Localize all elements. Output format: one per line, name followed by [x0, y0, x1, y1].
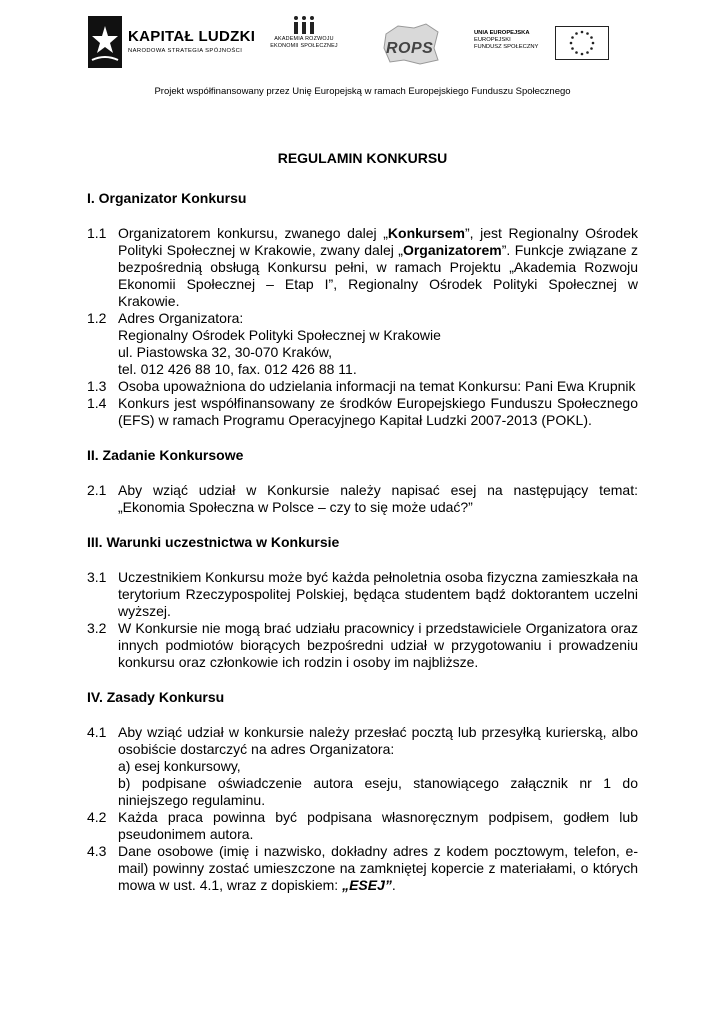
- kapital-ludzki-subtitle: NARODOWA STRATEGIA SPÓJNOŚCI: [128, 48, 243, 54]
- page-title: REGULAMIN KONKURSU: [277, 150, 448, 166]
- eu-flag-icon: [555, 26, 609, 60]
- item-number: 1.1: [87, 225, 107, 241]
- kapital-ludzki-logo: [88, 14, 256, 70]
- item-text: Aby wziąć udział w Konkursie należy napisać esej na następujący temat: „Ekonomia Społeczna w Polsce – czy to się może udać?”: [118, 482, 638, 515]
- akademia-line2: EKONOMII SPOŁECZNEJ: [270, 43, 338, 49]
- list-item: [87, 310, 638, 378]
- item-text: Osoba upoważniona do udzielania informacji na temat Konkursu: Pani Ewa Krupnik: [118, 378, 636, 394]
- item-number: 3.2: [87, 620, 107, 636]
- eu-text: [474, 30, 554, 60]
- item-number: 4.1: [87, 724, 107, 740]
- section-heading-2: II. Zadanie Konkursowe: [87, 447, 244, 463]
- akademia-logo: [262, 14, 346, 70]
- columns-icon: [291, 14, 317, 36]
- item-text: Adres Organizatora: Regionalny Ośrodek Polityki Społecznej w Krakowie ul. Piastowska 32, 30-070 Kraków, tel. 012 426 88 10, fax. 012 426 88 11.: [118, 310, 441, 377]
- eu-line1: UNIA EUROPEJSKA: [474, 30, 530, 36]
- list-item: [87, 569, 638, 620]
- list-item: [87, 378, 638, 395]
- rops-text: ROPS: [386, 40, 434, 57]
- item-text: Konkurs jest współfinansowany ze środków Europejskiego Funduszu Społecznego (EFS) w ramach Programu Operacyjnego Kapitał Ludzki 2007-2013 (POKL).: [118, 395, 638, 428]
- item-number: 1.4: [87, 395, 107, 411]
- section-heading-4: IV. Zasady Konkursu: [87, 689, 225, 705]
- header-logos: [80, 10, 620, 72]
- item-text: Dane osobowe (imię i nazwisko, dokładny adres z kodem pocztowym, telefon, e-mail) powinny zostać umieszczone na zamkniętej kopercie z materiałami, o których mowa w ust. 4.1, wraz z dopiskiem: „ESEJ”.: [118, 843, 638, 893]
- list-item: [87, 809, 638, 843]
- rops-logo: [380, 22, 442, 66]
- item-number: 2.1: [87, 482, 107, 498]
- section-heading-1: I. Organizator Konkursu: [87, 190, 247, 206]
- item-text: Aby wziąć udział w konkursie należy przesłać pocztą lub przesyłką kurierską, albo osobiście dostarczyć na adres Organizatora: a) esej konkursowy, b) podpisane oświadczenie autora eseju, stanowiącego załącznik nr 1 do niniejszego regulaminu.: [118, 724, 638, 808]
- list-item: [87, 225, 638, 310]
- eu-line2: EUROPEJSKI: [474, 37, 511, 43]
- item-number: 3.1: [87, 569, 107, 585]
- list-item: [87, 620, 638, 671]
- list-item: [87, 843, 638, 894]
- item-number: 4.2: [87, 809, 107, 825]
- item-number: 1.3: [87, 378, 107, 394]
- item-text: Każda praca powinna być podpisana własnoręcznym podpisem, godłem lub pseudonimem autora.: [118, 809, 638, 842]
- akademia-line1: AKADEMIA ROZWOJU: [274, 36, 334, 42]
- item-text: Organizatorem konkursu, zwanego dalej „Konkursem”, jest Regionalny Ośrodek Polityki Społecznej w Krakowie, zwany dalej „Organizatorem”. Funkcje związane z bezpośrednią obsługą Konkursu pełni, w ramach Projektu „Akademia Rozwoju Ekonomii Społecznej – Etap I”, Regionalny Ośrodek Polityki Społecznej w Krakowie.: [118, 225, 639, 309]
- list-item: [87, 724, 638, 809]
- item-number: 1.2: [87, 310, 107, 326]
- list-item: [87, 395, 638, 429]
- list-item: [87, 482, 638, 516]
- kapital-ludzki-title: KAPITAŁ LUDZKI: [128, 28, 256, 45]
- item-text: W Konkursie nie mogą brać udziału pracownicy i przedstawiciele Organizatora oraz innych podmiotów biorących bezpośredni udział w przygotowaniu i prowadzeniu konkursu oraz członkowie ich rodzin i osoby im najbliższe.: [118, 620, 638, 670]
- project-subtitle: Projekt współfinansowany przez Unię Europejską w ramach Europejskiego Funduszu Społecznego: [154, 86, 571, 97]
- section-heading-3: III. Warunki uczestnictwa w Konkursie: [87, 534, 340, 550]
- item-number: 4.3: [87, 843, 107, 859]
- item-text: Uczestnikiem Konkursu może być każda pełnoletnia osoba fizyczna zamieszkała na terytorium Rzeczypospolitej Polskiej, będąca studentem bądź doktorantem uczelni wyższej.: [118, 569, 638, 619]
- star-icon: [88, 16, 122, 68]
- eu-line3: FUNDUSZ SPOŁECZNY: [474, 44, 539, 50]
- document-body: [87, 150, 638, 894]
